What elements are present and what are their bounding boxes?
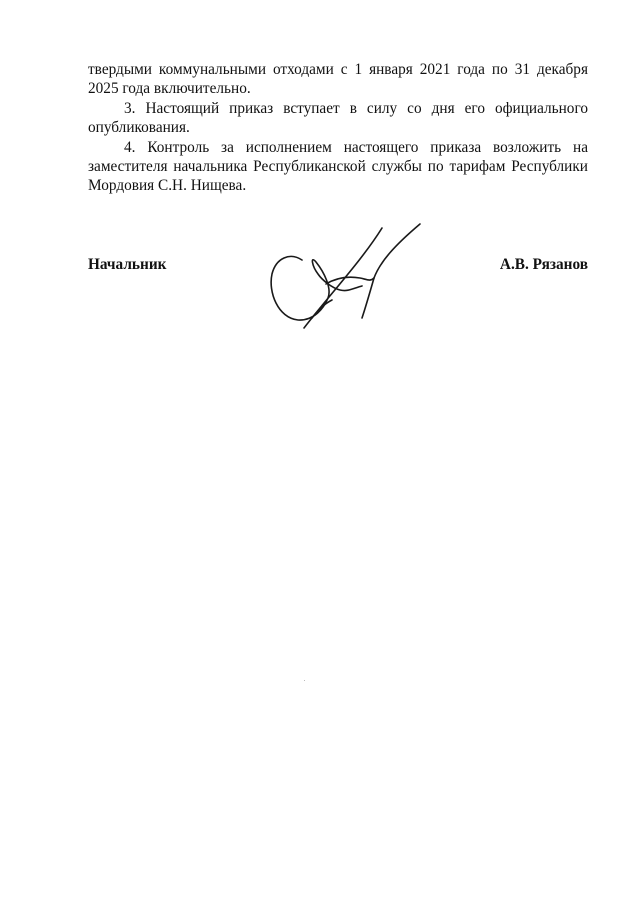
paragraph-continuation: твердыми коммунальными отходами с 1 января 2021 года по 31 декабря 2025 года включительно. <box>88 61 588 98</box>
paragraph-4: 4. Контроль за исполнением настоящего приказа возложить на заместителя начальника Республиканской службы по тарифам Республики Мордовия С.Н. Нищева. <box>88 138 588 195</box>
scan-speck <box>304 680 305 681</box>
paragraph-3: 3. Настоящий приказ вступает в силу со дня его официального опубликования. <box>88 99 588 137</box>
document-body <box>88 60 588 196</box>
signatory-title: Начальник <box>88 256 167 273</box>
signatory-name: А.В. Рязанов <box>499 256 588 273</box>
handwritten-signature-icon <box>262 222 432 332</box>
